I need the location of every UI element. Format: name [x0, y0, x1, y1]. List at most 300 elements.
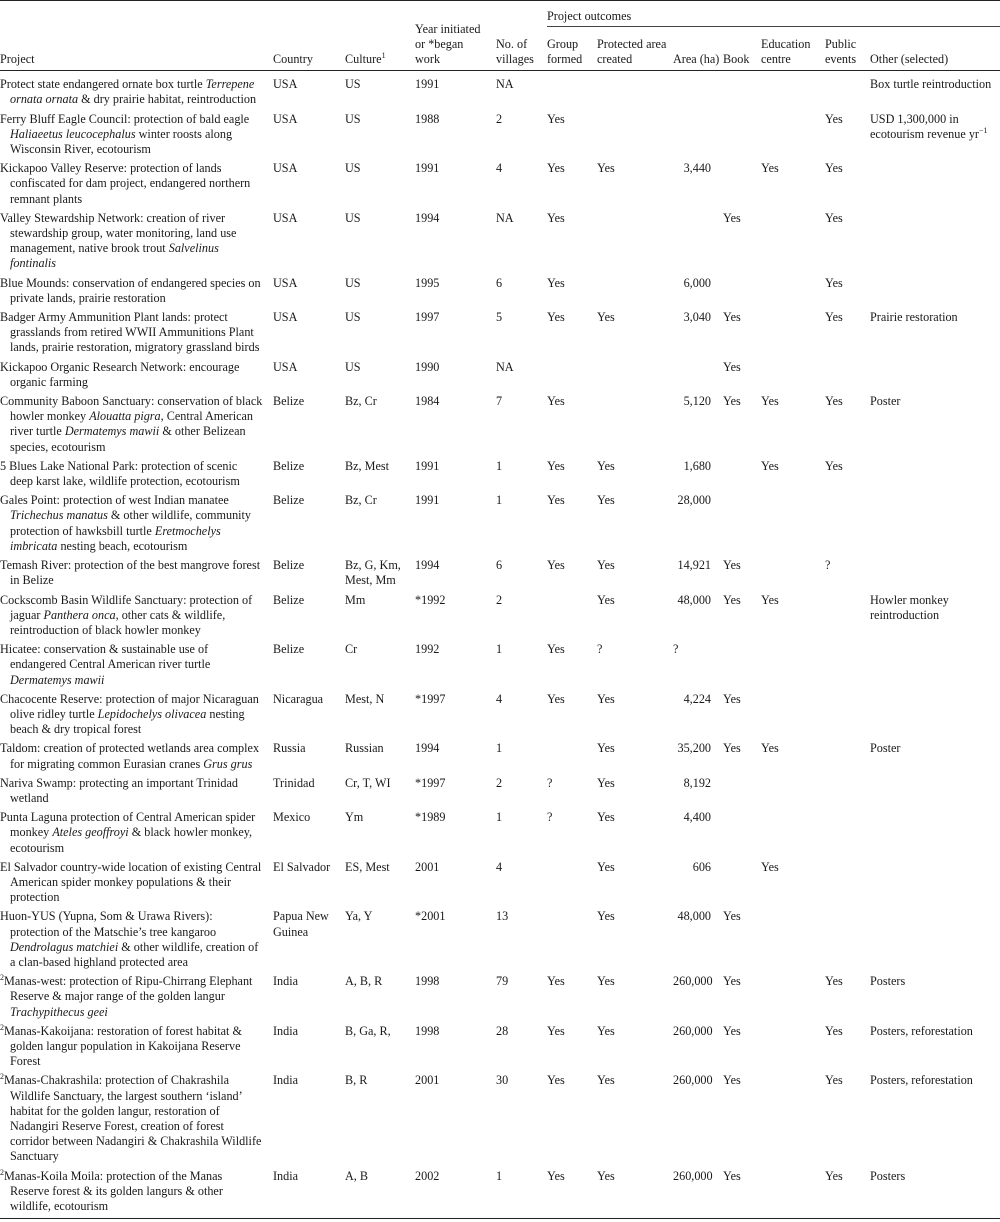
cell-public	[825, 591, 870, 641]
cell-other	[870, 1071, 1000, 1166]
cell-public	[825, 491, 870, 556]
cell-public	[825, 907, 870, 972]
cell-villages: 13	[496, 909, 509, 924]
cell-culture: ES, Mest	[345, 859, 390, 874]
cell-culture: Cr	[345, 642, 358, 657]
cell-book: Yes	[723, 394, 741, 409]
cell-culture: US	[345, 210, 361, 225]
other-text: Posters, reforestation	[870, 1023, 973, 1038]
cell-project	[0, 1167, 273, 1217]
cell-culture: Cr, T, WI	[345, 775, 391, 790]
cell-project	[0, 1022, 273, 1072]
project-text: Badger Army Ammunition Plant lands: protect grasslands from retired WWII Ammunitions Plant lands, prairie restoration, migratory grassland birds	[0, 310, 260, 355]
project-text: Kickapoo Organic Research Network: encourage organic farming	[0, 359, 240, 389]
cell-culture: Mest, N	[345, 691, 385, 706]
cell-area: 35,200	[677, 741, 711, 756]
cell-year: 1994	[415, 741, 440, 756]
cell-other	[870, 739, 1000, 773]
table-row	[0, 392, 1000, 457]
cell-country: El Salvador	[273, 859, 331, 874]
cell-book	[723, 491, 761, 556]
cell-culture: A, B, R	[345, 974, 383, 989]
cell-villages: NA	[496, 210, 514, 225]
cell-year: 1990	[415, 359, 440, 374]
cell-other	[870, 71, 1000, 110]
cell-group: Yes	[547, 275, 565, 290]
cell-project	[0, 209, 273, 274]
cell-villages: 4	[496, 859, 503, 874]
cell-protected: Yes	[597, 1023, 615, 1038]
cell-area: 260,000	[673, 1168, 713, 1183]
cell-protected: Yes	[597, 810, 615, 825]
cell-book: Yes	[723, 359, 741, 374]
cell-country: Belize	[273, 592, 305, 607]
project-text: Gales Point: protection of west Indian manatee Trichechus manatus & other wildlife, community protection of hawksbill turtle Eretmochelys imbricata nesting beach, ecotourism	[0, 493, 252, 553]
cell-protected: Yes	[597, 161, 615, 176]
cell-country: Trinidad	[273, 775, 315, 790]
cell-public	[825, 774, 870, 808]
cell-villages: 1	[496, 810, 503, 825]
cell-villages: 30	[496, 1073, 509, 1088]
cell-project	[0, 274, 273, 308]
cell-project	[0, 159, 273, 209]
cell-project	[0, 110, 273, 160]
cell-public	[825, 739, 870, 773]
cell-public: Yes	[825, 210, 843, 225]
cell-public	[825, 640, 870, 690]
cell-group	[547, 739, 597, 773]
header-villages: No. of villages	[496, 1, 547, 71]
cell-project	[0, 556, 273, 590]
cell-education	[761, 491, 825, 556]
cell-year: *1997	[415, 691, 446, 706]
cell-project	[0, 907, 273, 972]
cell-education	[761, 209, 825, 274]
table-row	[0, 71, 1000, 110]
project-text: Hicatee: conservation & sustainable use of endangered Central American river turtle Dermatemys mawii	[0, 642, 211, 687]
cell-year: 1984	[415, 394, 440, 409]
table-row	[0, 1071, 1000, 1166]
cell-villages: 7	[496, 394, 503, 409]
project-text: Protect state endangered ornate box turtle Terrepene ornata ornata & dry prairie habitat, reintroduction	[0, 77, 257, 107]
cell-villages: 2	[496, 111, 503, 126]
cell-area: 48,000	[677, 592, 711, 607]
cell-year: 2002	[415, 1168, 440, 1183]
cell-project	[0, 491, 273, 556]
table-row	[0, 640, 1000, 690]
cell-villages: 2	[496, 592, 503, 607]
cell-country: USA	[273, 310, 298, 325]
cell-area	[673, 358, 723, 392]
cell-year: *1989	[415, 810, 446, 825]
cell-villages: 1	[496, 642, 503, 657]
cell-other	[870, 774, 1000, 808]
cell-area: ?	[673, 642, 679, 657]
cell-villages: 28	[496, 1023, 509, 1038]
table-row	[0, 491, 1000, 556]
table-row	[0, 858, 1000, 908]
cell-public: Yes	[825, 161, 843, 176]
cell-group: Yes	[547, 1073, 565, 1088]
cell-book: Yes	[723, 909, 741, 924]
project-text: $^2$Manas-Koila Moila: protection of the Manas Reserve forest & its golden langurs & other wildlife, ecotourism	[0, 1167, 223, 1214]
cell-protected	[597, 358, 673, 392]
cell-country: USA	[273, 77, 298, 92]
cell-culture: Bz, Mest	[345, 458, 390, 473]
table-row	[0, 308, 1000, 358]
cell-education	[761, 1071, 825, 1166]
project-text: $^2$Manas-west: protection of Ripu-Chirrang Elephant Reserve & major range of the golden langur Trachypithecus geei	[0, 973, 253, 1019]
cell-area	[673, 209, 723, 274]
header-area: Area (ha)	[673, 27, 723, 71]
cell-project	[0, 690, 273, 740]
cell-country: Russia	[273, 741, 306, 756]
project-text: Huon-YUS (Yupna, Som & Urawa Rivers): protection of the Matschie’s tree kangaroo Dendrolagus matchiei & other wildlife, creation of a clan-based highland protected area	[0, 909, 259, 969]
cell-book	[723, 274, 761, 308]
cell-area: 5,120	[683, 394, 711, 409]
cell-area: 4,224	[683, 691, 711, 706]
cell-project	[0, 358, 273, 392]
cell-culture: US	[345, 275, 361, 290]
cell-culture: B, Ga, R,	[345, 1023, 391, 1038]
cell-country: Belize	[273, 558, 305, 573]
cell-book	[723, 71, 761, 110]
cell-villages: 79	[496, 974, 509, 989]
table-bottom-rule	[0, 1218, 1000, 1219]
cell-public: Yes	[825, 458, 843, 473]
cell-year: *1997	[415, 775, 446, 790]
project-text: Blue Mounds: conservation of endangered species on private lands, prairie restoration	[0, 275, 261, 305]
cell-other	[870, 457, 1000, 491]
cell-education	[761, 972, 825, 1022]
cell-group	[547, 907, 597, 972]
cell-public: Yes	[825, 974, 843, 989]
cell-protected: Yes	[597, 775, 615, 790]
cell-public: Yes	[825, 275, 843, 290]
cell-education	[761, 774, 825, 808]
table-row	[0, 774, 1000, 808]
cell-country: India	[273, 974, 299, 989]
header-public-events: Public events	[825, 27, 870, 71]
cell-year: *2001	[415, 909, 446, 924]
cell-education	[761, 71, 825, 110]
cell-education	[761, 640, 825, 690]
cell-project	[0, 457, 273, 491]
cell-group: ?	[547, 810, 553, 825]
other-text: Howler monkey reintroduction	[870, 592, 949, 622]
cell-country: USA	[273, 275, 298, 290]
cell-public: Yes	[825, 1168, 843, 1183]
cell-book: Yes	[723, 741, 741, 756]
cell-group: Yes	[547, 394, 565, 409]
cell-villages: 4	[496, 161, 503, 176]
cell-project	[0, 1071, 273, 1166]
cell-protected: Yes	[597, 558, 615, 573]
cell-project	[0, 640, 273, 690]
cell-education	[761, 1022, 825, 1072]
project-text: El Salvador country-wide location of existing Central American spider monkey populations & their protection	[0, 859, 262, 905]
cell-group: Yes	[547, 210, 565, 225]
cell-year: 1998	[415, 1023, 440, 1038]
cell-book	[723, 110, 761, 160]
header-project: Project	[0, 1, 273, 71]
cell-education: Yes	[761, 394, 779, 409]
cell-area: 260,000	[673, 1023, 713, 1038]
cell-protected: Yes	[597, 691, 615, 706]
table-row	[0, 110, 1000, 160]
cell-group	[547, 858, 597, 908]
cell-education: Yes	[761, 859, 779, 874]
cell-project	[0, 392, 273, 457]
cell-year: 2001	[415, 1073, 440, 1088]
cell-public	[825, 690, 870, 740]
cell-education	[761, 690, 825, 740]
cell-book: Yes	[723, 974, 741, 989]
cell-country: Belize	[273, 458, 305, 473]
cell-villages: 2	[496, 775, 503, 790]
cell-protected	[597, 392, 673, 457]
cell-other	[870, 358, 1000, 392]
header-protected-area: Protected area created	[597, 27, 673, 71]
cell-year: 1991	[415, 493, 440, 508]
cell-group: Yes	[547, 310, 565, 325]
cell-villages: 1	[496, 458, 503, 473]
cell-culture: Russian	[345, 741, 384, 756]
cell-group: ?	[547, 775, 553, 790]
cell-year: 1988	[415, 111, 440, 126]
cell-year: 1991	[415, 161, 440, 176]
cell-book: Yes	[723, 592, 741, 607]
cell-villages: 1	[496, 741, 503, 756]
cell-book: Yes	[723, 691, 741, 706]
cell-education: Yes	[761, 161, 779, 176]
cell-group	[547, 71, 597, 110]
cell-protected: Yes	[597, 493, 615, 508]
cell-book: Yes	[723, 1023, 741, 1038]
table-row	[0, 591, 1000, 641]
cell-public: Yes	[825, 394, 843, 409]
cell-group	[547, 358, 597, 392]
cell-protected	[597, 110, 673, 160]
cell-public	[825, 71, 870, 110]
cell-protected: ?	[597, 642, 603, 657]
cell-other	[870, 858, 1000, 908]
cell-other	[870, 159, 1000, 209]
project-text: 5 Blues Lake National Park: protection of scenic deep karst lake, wildlife protection, ecotourism	[0, 458, 240, 489]
cell-country: Belize	[273, 642, 305, 657]
cell-group: Yes	[547, 558, 565, 573]
other-text: Prairie restoration	[870, 310, 958, 325]
cell-protected: Yes	[597, 310, 615, 325]
cell-education: Yes	[761, 458, 779, 473]
other-text: Posters	[870, 974, 906, 989]
project-text: Valley Stewardship Network: creation of river stewardship group, water monitoring, land use management, native brook trout Salvelinus fontinalis	[0, 210, 237, 271]
cell-culture: B, R	[345, 1073, 368, 1088]
project-text: Temash River: protection of the best mangrove forest in Belize	[0, 558, 261, 588]
cell-year: 1991	[415, 77, 440, 92]
table-row	[0, 274, 1000, 308]
project-text: $^2$Manas-Kakoijana: restoration of forest habitat & golden langur population in Kakoijana Reserve Forest	[0, 1022, 242, 1069]
culture-footnote-mark: 1	[381, 51, 386, 60]
cell-country: USA	[273, 161, 298, 176]
cell-group: Yes	[547, 493, 565, 508]
cell-country: Papua New Guinea	[273, 909, 329, 939]
cell-project	[0, 739, 273, 773]
cell-project	[0, 774, 273, 808]
cell-country: India	[273, 1023, 299, 1038]
project-text: Kickapoo Valley Reserve: protection of lands confiscated for dam project, endangered northern remnant plants	[0, 161, 251, 206]
cell-education	[761, 308, 825, 358]
cell-project	[0, 71, 273, 110]
cell-other	[870, 1167, 1000, 1217]
table-row	[0, 556, 1000, 590]
cell-country: USA	[273, 111, 298, 126]
cell-year: 1991	[415, 458, 440, 473]
cell-villages: 1	[496, 493, 503, 508]
header-country: Country	[273, 1, 345, 71]
cell-project	[0, 308, 273, 358]
cell-protected: Yes	[597, 909, 615, 924]
cell-villages: NA	[496, 359, 514, 374]
cell-protected: Yes	[597, 859, 615, 874]
header-project-outcomes: Project outcomes	[547, 1, 1000, 27]
cell-culture: Bz, G, Km, Mest, Mm	[345, 558, 401, 588]
other-text: Poster	[870, 394, 901, 409]
cell-public	[825, 808, 870, 858]
cell-group: Yes	[547, 691, 565, 706]
cell-area	[673, 71, 723, 110]
cell-group	[547, 591, 597, 641]
cell-year: 1998	[415, 974, 440, 989]
table-row	[0, 358, 1000, 392]
cell-book: Yes	[723, 1073, 741, 1088]
cell-education: Yes	[761, 592, 779, 607]
cell-education	[761, 274, 825, 308]
cell-area: 4,400	[683, 810, 711, 825]
table-row	[0, 1167, 1000, 1217]
cell-public: ?	[825, 558, 831, 573]
header-group-formed: Group formed	[547, 27, 597, 71]
cell-country: Mexico	[273, 810, 311, 825]
cell-public: Yes	[825, 111, 843, 126]
cell-year: 1997	[415, 310, 440, 325]
cell-villages: 1	[496, 1168, 503, 1183]
cell-other	[870, 110, 1000, 160]
cell-other	[870, 392, 1000, 457]
cell-protected: Yes	[597, 592, 615, 607]
cell-group: Yes	[547, 1023, 565, 1038]
table-row	[0, 457, 1000, 491]
cell-group: Yes	[547, 1168, 565, 1183]
cell-culture: US	[345, 77, 361, 92]
other-text: Posters, reforestation	[870, 1073, 973, 1088]
header-other: Other (selected)	[870, 27, 1000, 71]
cell-year: 1994	[415, 210, 440, 225]
cell-other	[870, 972, 1000, 1022]
cell-other	[870, 274, 1000, 308]
cell-area: 48,000	[677, 909, 711, 924]
cell-public: Yes	[825, 310, 843, 325]
cell-culture: US	[345, 359, 361, 374]
cell-culture: US	[345, 111, 361, 126]
cell-villages: 6	[496, 275, 503, 290]
cell-other	[870, 690, 1000, 740]
cell-country: USA	[273, 359, 298, 374]
cell-year: 1994	[415, 558, 440, 573]
table-row	[0, 159, 1000, 209]
project-text: $^2$Manas-Chakrashila: protection of Chakrashila Wildlife Sanctuary, the largest southern ‘island’ habitat for the golden langur, restoration of Nadangiri Reserve Forest, creation of forest corridor between Nadangiri & Chakrashila Wildlife Sanctuary	[0, 1072, 262, 1164]
cell-villages: NA	[496, 77, 514, 92]
cell-country: Belize	[273, 394, 305, 409]
other-text: Posters	[870, 1168, 906, 1183]
cell-book: Yes	[723, 1168, 741, 1183]
cell-area: 3,040	[683, 310, 711, 325]
cell-group: Yes	[547, 111, 565, 126]
cell-public	[825, 858, 870, 908]
cell-group: Yes	[547, 458, 565, 473]
cell-group: Yes	[547, 161, 565, 176]
cell-protected: Yes	[597, 741, 615, 756]
cell-culture: A, B	[345, 1168, 369, 1183]
cell-education	[761, 808, 825, 858]
cell-area	[673, 110, 723, 160]
cell-other	[870, 556, 1000, 590]
table-row	[0, 907, 1000, 972]
cell-country: India	[273, 1168, 299, 1183]
table-row	[0, 808, 1000, 858]
cell-protected: Yes	[597, 1168, 615, 1183]
cell-book	[723, 858, 761, 908]
cell-villages: 5	[496, 310, 503, 325]
cell-area: 606	[692, 859, 711, 874]
cell-book	[723, 159, 761, 209]
cell-year: 2001	[415, 859, 440, 874]
cell-country: Belize	[273, 493, 305, 508]
cell-other	[870, 808, 1000, 858]
cell-education	[761, 110, 825, 160]
cell-year: 1995	[415, 275, 440, 290]
cell-other	[870, 308, 1000, 358]
other-text: Poster	[870, 741, 901, 756]
cell-other	[870, 640, 1000, 690]
cell-group: Yes	[547, 642, 565, 657]
project-text: Chacocente Reserve: protection of major Nicaraguan olive ridley turtle Lepidochelys olivacea nesting beach & dry tropical forest	[0, 691, 259, 737]
header-book: Book	[723, 27, 761, 71]
cell-culture: US	[345, 310, 361, 325]
cell-other	[870, 209, 1000, 274]
cell-book: Yes	[723, 558, 741, 573]
cell-protected: Yes	[597, 458, 615, 473]
cell-year: *1992	[415, 592, 446, 607]
cell-culture: Bz, Cr	[345, 493, 377, 508]
table-row	[0, 739, 1000, 773]
table-row	[0, 1022, 1000, 1072]
cell-culture: Mm	[345, 592, 366, 607]
cell-other	[870, 907, 1000, 972]
cell-education	[761, 556, 825, 590]
cell-protected	[597, 71, 673, 110]
cell-country: India	[273, 1073, 299, 1088]
other-text: USD 1,300,000 in ecotourism revenue $yr^{-1}$	[870, 111, 988, 141]
cell-area: 260,000	[673, 974, 713, 989]
cell-public	[825, 358, 870, 392]
project-text: Nariva Swamp: protecting an important Trinidad wetland	[0, 775, 238, 805]
cell-book	[723, 808, 761, 858]
cell-project	[0, 858, 273, 908]
cell-area: 28,000	[677, 493, 711, 508]
cell-other	[870, 1022, 1000, 1072]
cell-culture: Bz, Cr	[345, 394, 377, 409]
